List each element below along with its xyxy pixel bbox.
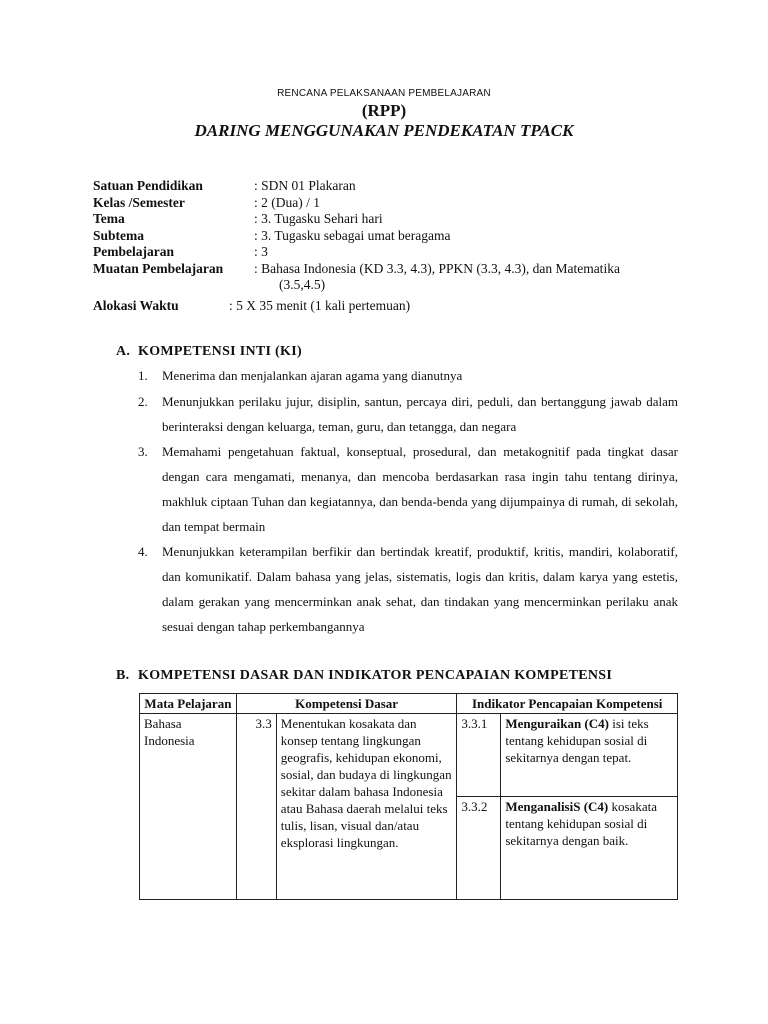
list-item-text: Memahami pengetahuan faktual, konseptual, prosedural, dan metakognitif pada tingkat dasar dengan cara mengamati, menanya, dan mencoba berdasarkan rasa ingin tahu tentang dirinya, makhluk ciptaan Tuhan dan kegiatannya, dan benda-benda yang dijumpainya di rumah, di sekolah, dan tempat bermain: [162, 444, 678, 534]
cell-mapel: Bahasa Indonesia: [140, 714, 237, 900]
list-item: [138, 439, 678, 539]
identity-label: Tema: [93, 211, 125, 226]
list-item-number: 3.: [138, 444, 148, 459]
identity-value: : SDN 01 Plakaran: [254, 178, 356, 193]
identity-value-continued: (3.5,4.5): [279, 277, 326, 292]
section-a-heading: [116, 344, 302, 360]
indicator-description: kosakata tentang kehidupan sosial di sekitarnya dengan baik.: [505, 799, 657, 848]
cell-kd-number: 3.3: [236, 714, 276, 900]
cell-indicator-text: [501, 714, 678, 797]
list-item-number: 4.: [138, 544, 148, 559]
section-letter: B.: [116, 668, 130, 683]
indicator-description: isi teks tentang kehidupan sosial di sekitarnya dengan tepat.: [505, 716, 649, 765]
column-header-mapel: Mata Pelajaran: [140, 694, 237, 714]
column-header-indikator: Indikator Pencapaian Kompetensi: [457, 694, 678, 714]
column-header-kd: Kompetensi Dasar: [236, 694, 457, 714]
identity-row-subtema: [93, 228, 713, 245]
identity-label: Subtema: [93, 227, 145, 243]
kompetensi-dasar-table: [139, 693, 678, 900]
identity-value: : Bahasa Indonesia (KD 3.3, 4.3), PPKN (3.3, 4.3), dan Matematika: [254, 260, 620, 276]
kompetensi-inti-list: [138, 366, 678, 639]
section-letter: A.: [116, 344, 131, 359]
identity-block: [93, 178, 713, 314]
identity-row-satuan: [93, 178, 713, 195]
identity-row-muatan: [93, 261, 713, 278]
section-title: KOMPETENSI INTI (KI): [138, 344, 302, 359]
cell-indicator-number: 3.3.1: [457, 714, 501, 797]
indicator-keyword: Menguraikan (C4): [505, 716, 609, 731]
cell-indicator-text: [501, 797, 678, 900]
identity-label: Pembelajaran: [93, 244, 174, 259]
list-item-text: Menunjukkan keterampilan berfikir dan bertindak kreatif, produktif, kritis, mandiri, kolaboratif, dan komunikatif. Dalam bahasa yang jelas, sistematis, logis dan kritis, dalam karya yang estetis, dalam gerakan yang mencerminkan anak sehat, dan tindakan yang mencerminkan perilaku anak sesuai dengan tahap perkembangannya: [162, 544, 678, 634]
list-item-text: Menunjukkan perilaku jujur, disiplin, santun, percaya diri, peduli, dan bertanggung jawab dalam berinteraksi dengan keluarga, teman, guru, dan tetangga, dan negara: [162, 394, 678, 434]
identity-label: Muatan Pembelajaran: [93, 260, 224, 276]
cell-kd-text: Menentukan kosakata dan konsep tentang lingkungan geografis, kehidupan ekonomi, sosial, dan budaya di lingkungan sekitar dalam bahasa Indonesia atau Bahasa daerah melalui teks tulis, lisan, visual dan/atau eksplorasi lingkungan.: [276, 714, 457, 900]
list-item: [138, 366, 678, 386]
identity-row-tema: [93, 211, 713, 228]
identity-row-muatan-cont: [93, 277, 713, 294]
document-kicker: RENCANA PELAKSANAAN PEMBELAJARAN: [277, 88, 491, 99]
identity-value: : 3. Tugasku Sehari hari: [254, 211, 383, 226]
list-item: [138, 539, 678, 639]
list-item-text: Menerima dan menjalankan ajaran agama yang dianutnya: [162, 368, 463, 383]
document-title: (RPP): [361, 101, 407, 120]
identity-label: Satuan Pendidikan: [93, 178, 203, 193]
table-header-row: [140, 694, 678, 714]
identity-row-pembelajaran: [93, 244, 713, 261]
identity-label: Kelas /Semester: [93, 194, 185, 210]
indicator-keyword: MenganalisiS (C4): [505, 799, 609, 814]
section-b-heading: [116, 668, 612, 684]
list-item-number: 1.: [138, 368, 148, 383]
identity-value: : 3: [254, 244, 268, 259]
list-item: [138, 389, 678, 439]
document-subtitle: DARING MENGGUNAKAN PENDEKATAN TPACK: [194, 121, 574, 140]
identity-label: Alokasi Waktu: [93, 297, 179, 313]
list-item-number: 2.: [138, 394, 148, 409]
table-row: [140, 714, 678, 797]
section-title: KOMPETENSI DASAR DAN INDIKATOR PENCAPAIAN KOMPETENSI: [138, 668, 613, 683]
identity-row-kelas: [93, 195, 713, 212]
identity-value: : 3. Tugasku sebagai umat beragama: [254, 227, 451, 243]
cell-indicator-number: 3.3.2: [457, 797, 501, 900]
identity-row-alokasi: [93, 298, 713, 315]
identity-value: : 2 (Dua) / 1: [254, 194, 320, 210]
identity-value: : 5 X 35 menit (1 kali pertemuan): [229, 297, 411, 313]
